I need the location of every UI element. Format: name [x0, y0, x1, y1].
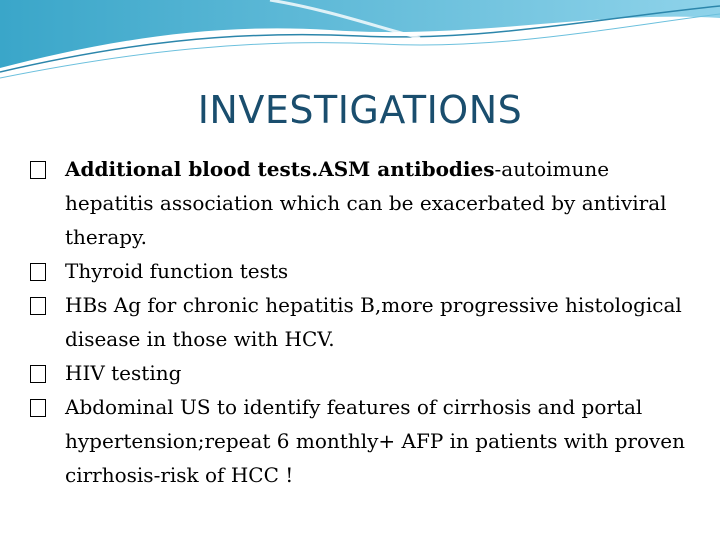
missing-glyph-box-icon	[30, 263, 46, 281]
missing-glyph-box-icon	[30, 161, 46, 179]
bullet-list	[30, 152, 700, 492]
bullet-bold-text: Additional blood tests.ASM antibodies	[65, 157, 495, 181]
header-wave-decoration	[0, 0, 720, 90]
bullet-text: HBs Ag for chronic hepatitis B,more progressive histological disease in those with HCV.	[65, 293, 682, 351]
bullet-item	[30, 356, 700, 390]
bullet-text: Abdominal US to identify features of cirrhosis and portal hypertension;repeat 6 monthly+ AFP in patients with proven cirrhosis-risk of HCC !	[65, 395, 686, 487]
bullet-item	[30, 152, 700, 254]
missing-glyph-box-icon	[30, 297, 46, 315]
bullet-item	[30, 254, 700, 288]
missing-glyph-box-icon	[30, 399, 46, 417]
missing-glyph-box-icon	[30, 365, 46, 383]
bullet-text: -autoimune hepatitis association which can be exacerbated by antiviral therapy.	[65, 157, 667, 249]
slide-title: INVESTIGATIONS	[197, 88, 523, 132]
bullet-text: Thyroid function tests	[65, 259, 289, 283]
bullet-item	[30, 390, 700, 492]
bullet-text: HIV testing	[65, 361, 182, 385]
bullet-item	[30, 288, 700, 356]
